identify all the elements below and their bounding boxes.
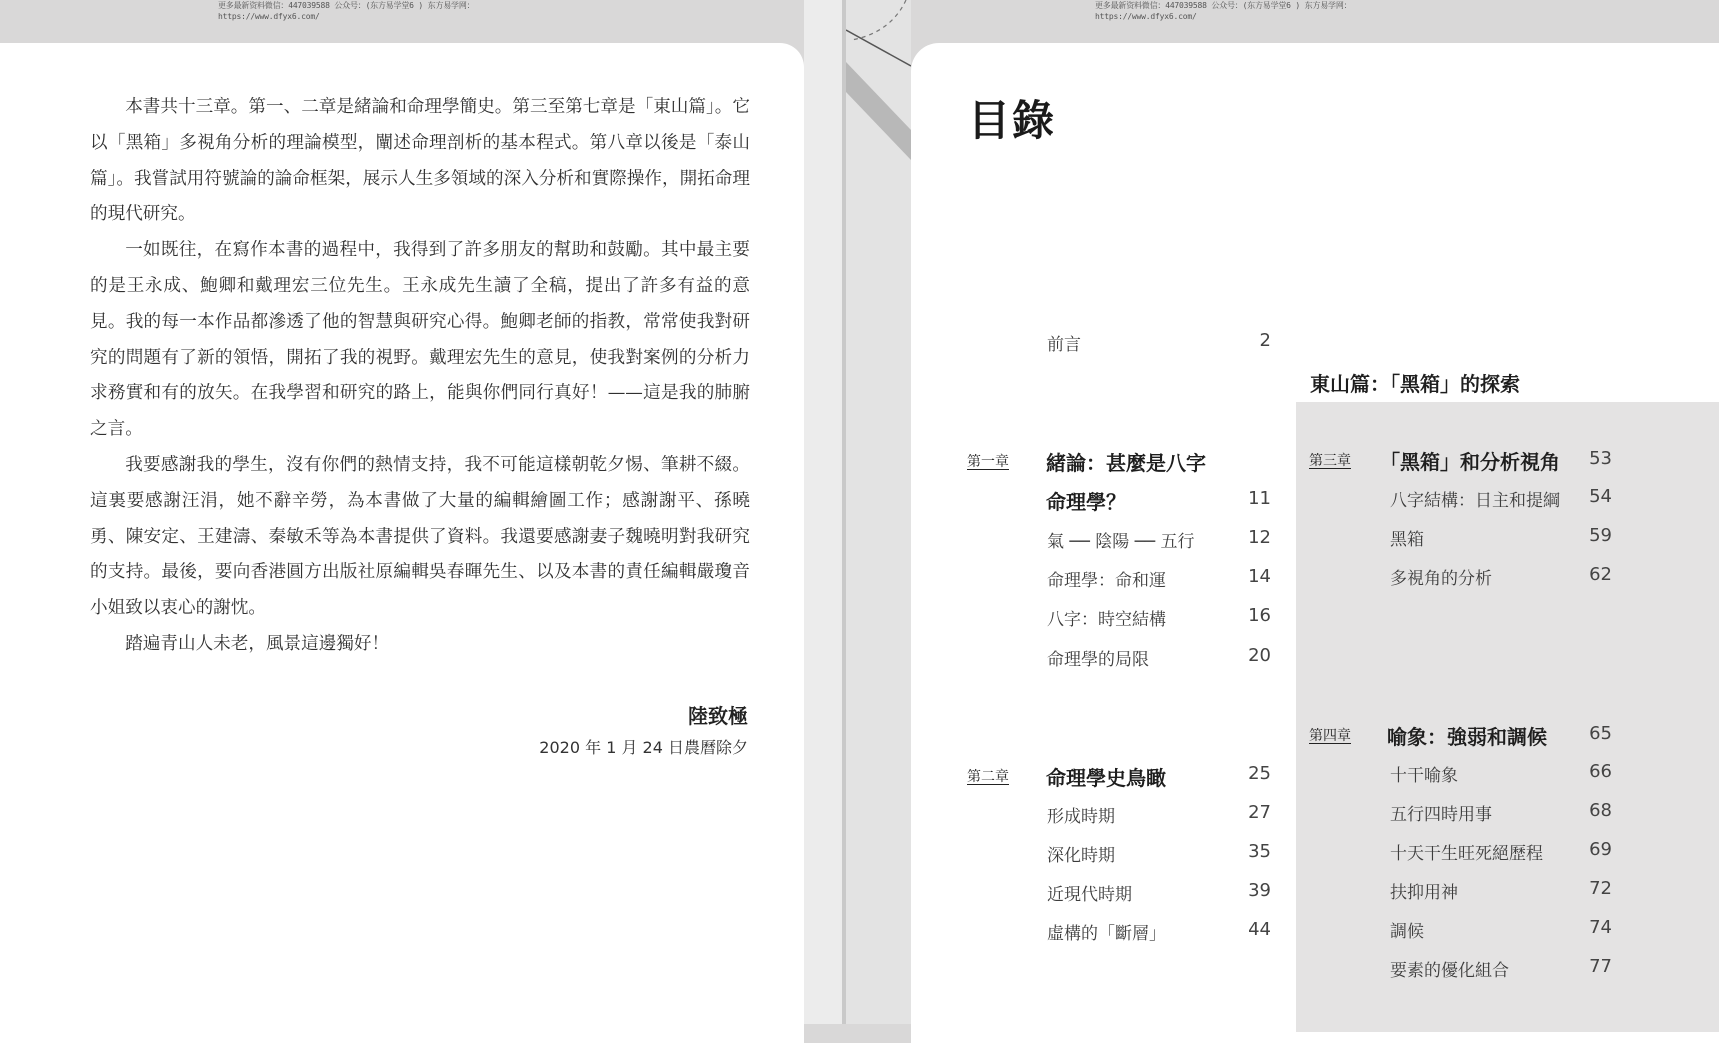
toc-page-number: 35: [1248, 841, 1271, 862]
toc-page-number: 14: [1248, 566, 1271, 587]
toc-section[interactable]: 黑箱: [1390, 530, 1424, 550]
toc-section[interactable]: 八字：時空結構: [1047, 610, 1166, 630]
toc-page-number: 59: [1589, 525, 1612, 546]
toc-page-number: 54: [1589, 486, 1612, 507]
paragraph: 踏遍青山人未老，風景這邊獨好！: [125, 633, 390, 654]
paragraph: 一如既往，在寫作本書的過程中，我得到了許多朋友的幫助和鼓勵。其中最主要的是王永成、鮑卿和戴理宏三位先生。王永成先生讀了全稿，提出了許多有益的意見。我的每一本作品都滲透了他的智慧與研究心得。鮑卿老師的指教，常常使我對研究的問題有了新的領悟，開拓了我的視野。戴理宏先生的意見，使我對案例的分析力求務實和有的放矢。在我學習和研究的路上，能與你們同行真好！——這是我的肺腑之言。: [90, 240, 750, 440]
toc-section[interactable]: 調候: [1390, 922, 1424, 942]
toc-section[interactable]: 深化時期: [1047, 846, 1115, 866]
toc-chapter-title[interactable]: 命理學史鳥瞰: [1046, 766, 1166, 790]
ad-line: 更多最新资料微信：447039588 公众号：(东方易学堂6 ) 东方易学网：: [1095, 1, 1352, 10]
chapter-label: 第四章: [1309, 728, 1351, 744]
toc-page-number: 69: [1589, 839, 1612, 860]
toc-section[interactable]: 五行四時用事: [1390, 805, 1492, 825]
ad-line: 更多最新资料微信：447039588 公众号：(东方易学堂6 ) 东方易学网：: [218, 1, 475, 10]
toc-page-number: 27: [1248, 802, 1271, 823]
toc-page-number: 25: [1248, 763, 1271, 784]
toc-section[interactable]: 十天干生旺死絕歷程: [1390, 844, 1543, 864]
toc-section[interactable]: 命理學：命和運: [1047, 571, 1166, 591]
toc-section[interactable]: 近現代時期: [1047, 885, 1132, 905]
toc-page-number: 12: [1248, 527, 1271, 548]
preface-text: [90, 90, 750, 663]
toc-section[interactable]: 八字結構：日主和提綱: [1390, 491, 1560, 511]
toc-page-number: 77: [1589, 956, 1612, 977]
decorative-corner: [846, 0, 911, 1024]
part-heading-dongshan: 東山篇：「黑箱」的探索: [1310, 372, 1520, 396]
toc-page-number: 2: [1259, 330, 1271, 351]
toc-chapter-title[interactable]: 緒論：甚麼是八字: [1046, 451, 1206, 475]
toc-chapter-title[interactable]: 命理學？: [1046, 490, 1126, 514]
toc-section[interactable]: 扶抑用神: [1390, 883, 1458, 903]
toc-title: 目錄: [968, 96, 1057, 145]
ad-banner-left: [218, 0, 474, 22]
toc-chapter-title[interactable]: 「黑箱」和分析視角: [1380, 450, 1560, 474]
toc-page-number: 11: [1248, 488, 1271, 509]
toc-page-number: 20: [1248, 645, 1271, 666]
decoration-graphic: [846, 0, 911, 1024]
author-signature: 陸致極: [688, 704, 748, 728]
chapter-label: 第三章: [1309, 453, 1351, 469]
ad-url: https://www.dfyx6.com/: [218, 12, 320, 21]
toc-section[interactable]: 十干喻象: [1390, 766, 1458, 786]
toc-page-number: 65: [1589, 723, 1612, 744]
toc-section[interactable]: 虛構的「斷層」: [1047, 924, 1166, 944]
toc-section[interactable]: 氣 ── 陰陽 ── 五行: [1047, 532, 1195, 552]
toc-section[interactable]: 要素的優化組合: [1390, 961, 1509, 981]
toc-entry-preface[interactable]: 前言: [1047, 335, 1081, 355]
toc-page-number: 74: [1589, 917, 1612, 938]
toc-section[interactable]: 形成時期: [1047, 807, 1115, 827]
signature-date: 2020 年 1 月 24 日農曆除夕: [539, 738, 748, 757]
toc-page-number: 62: [1589, 564, 1612, 585]
toc-page-number: 68: [1589, 800, 1612, 821]
toc-page-number: 53: [1589, 448, 1612, 469]
paragraph: 我要感謝我的學生，沒有你們的熱情支持，我不可能這樣朝乾夕惕、筆耕不綴。這裏要感謝汪涓，她不辭辛勞，為本書做了大量的編輯繪圖工作；感謝謝平、孫曉勇、陳安定、王建濤、秦敏禾等為本書提供了資料。我還要感謝妻子魏曉明對我研究的支持。最後，要向香港圓方出版社原編輯吳春暉先生、以及本書的責任編輯嚴瓊音小姐致以衷心的謝忱。: [90, 454, 750, 619]
toc-page-number: 66: [1589, 761, 1612, 782]
toc-page-number: 16: [1248, 605, 1271, 626]
toc-chapter-title[interactable]: 喻象：強弱和調候: [1387, 725, 1547, 749]
chapter-label: 第一章: [967, 454, 1009, 470]
toc-page-number: 72: [1589, 878, 1612, 899]
toc-page-number: 44: [1248, 919, 1271, 940]
toc-section[interactable]: 命理學的局限: [1047, 650, 1149, 670]
paragraph: 本書共十三章。第一、二章是緒論和命理學簡史。第三至第七章是「東山篇」。它以「黑箱」多視角分析的理論模型，闡述命理剖析的基本程式。第八章以後是「泰山篇」。我嘗試用符號論的論命框架，展示人生多領域的深入分析和實際操作，開拓命理的現代研究。: [90, 97, 750, 225]
ad-banner-right: [1095, 0, 1351, 22]
toc-page-number: 39: [1248, 880, 1271, 901]
chapter-label: 第二章: [967, 769, 1009, 785]
toc-section[interactable]: 多視角的分析: [1390, 569, 1492, 589]
page-gutter: [804, 0, 846, 1024]
ad-url: https://www.dfyx6.com/: [1095, 12, 1197, 21]
